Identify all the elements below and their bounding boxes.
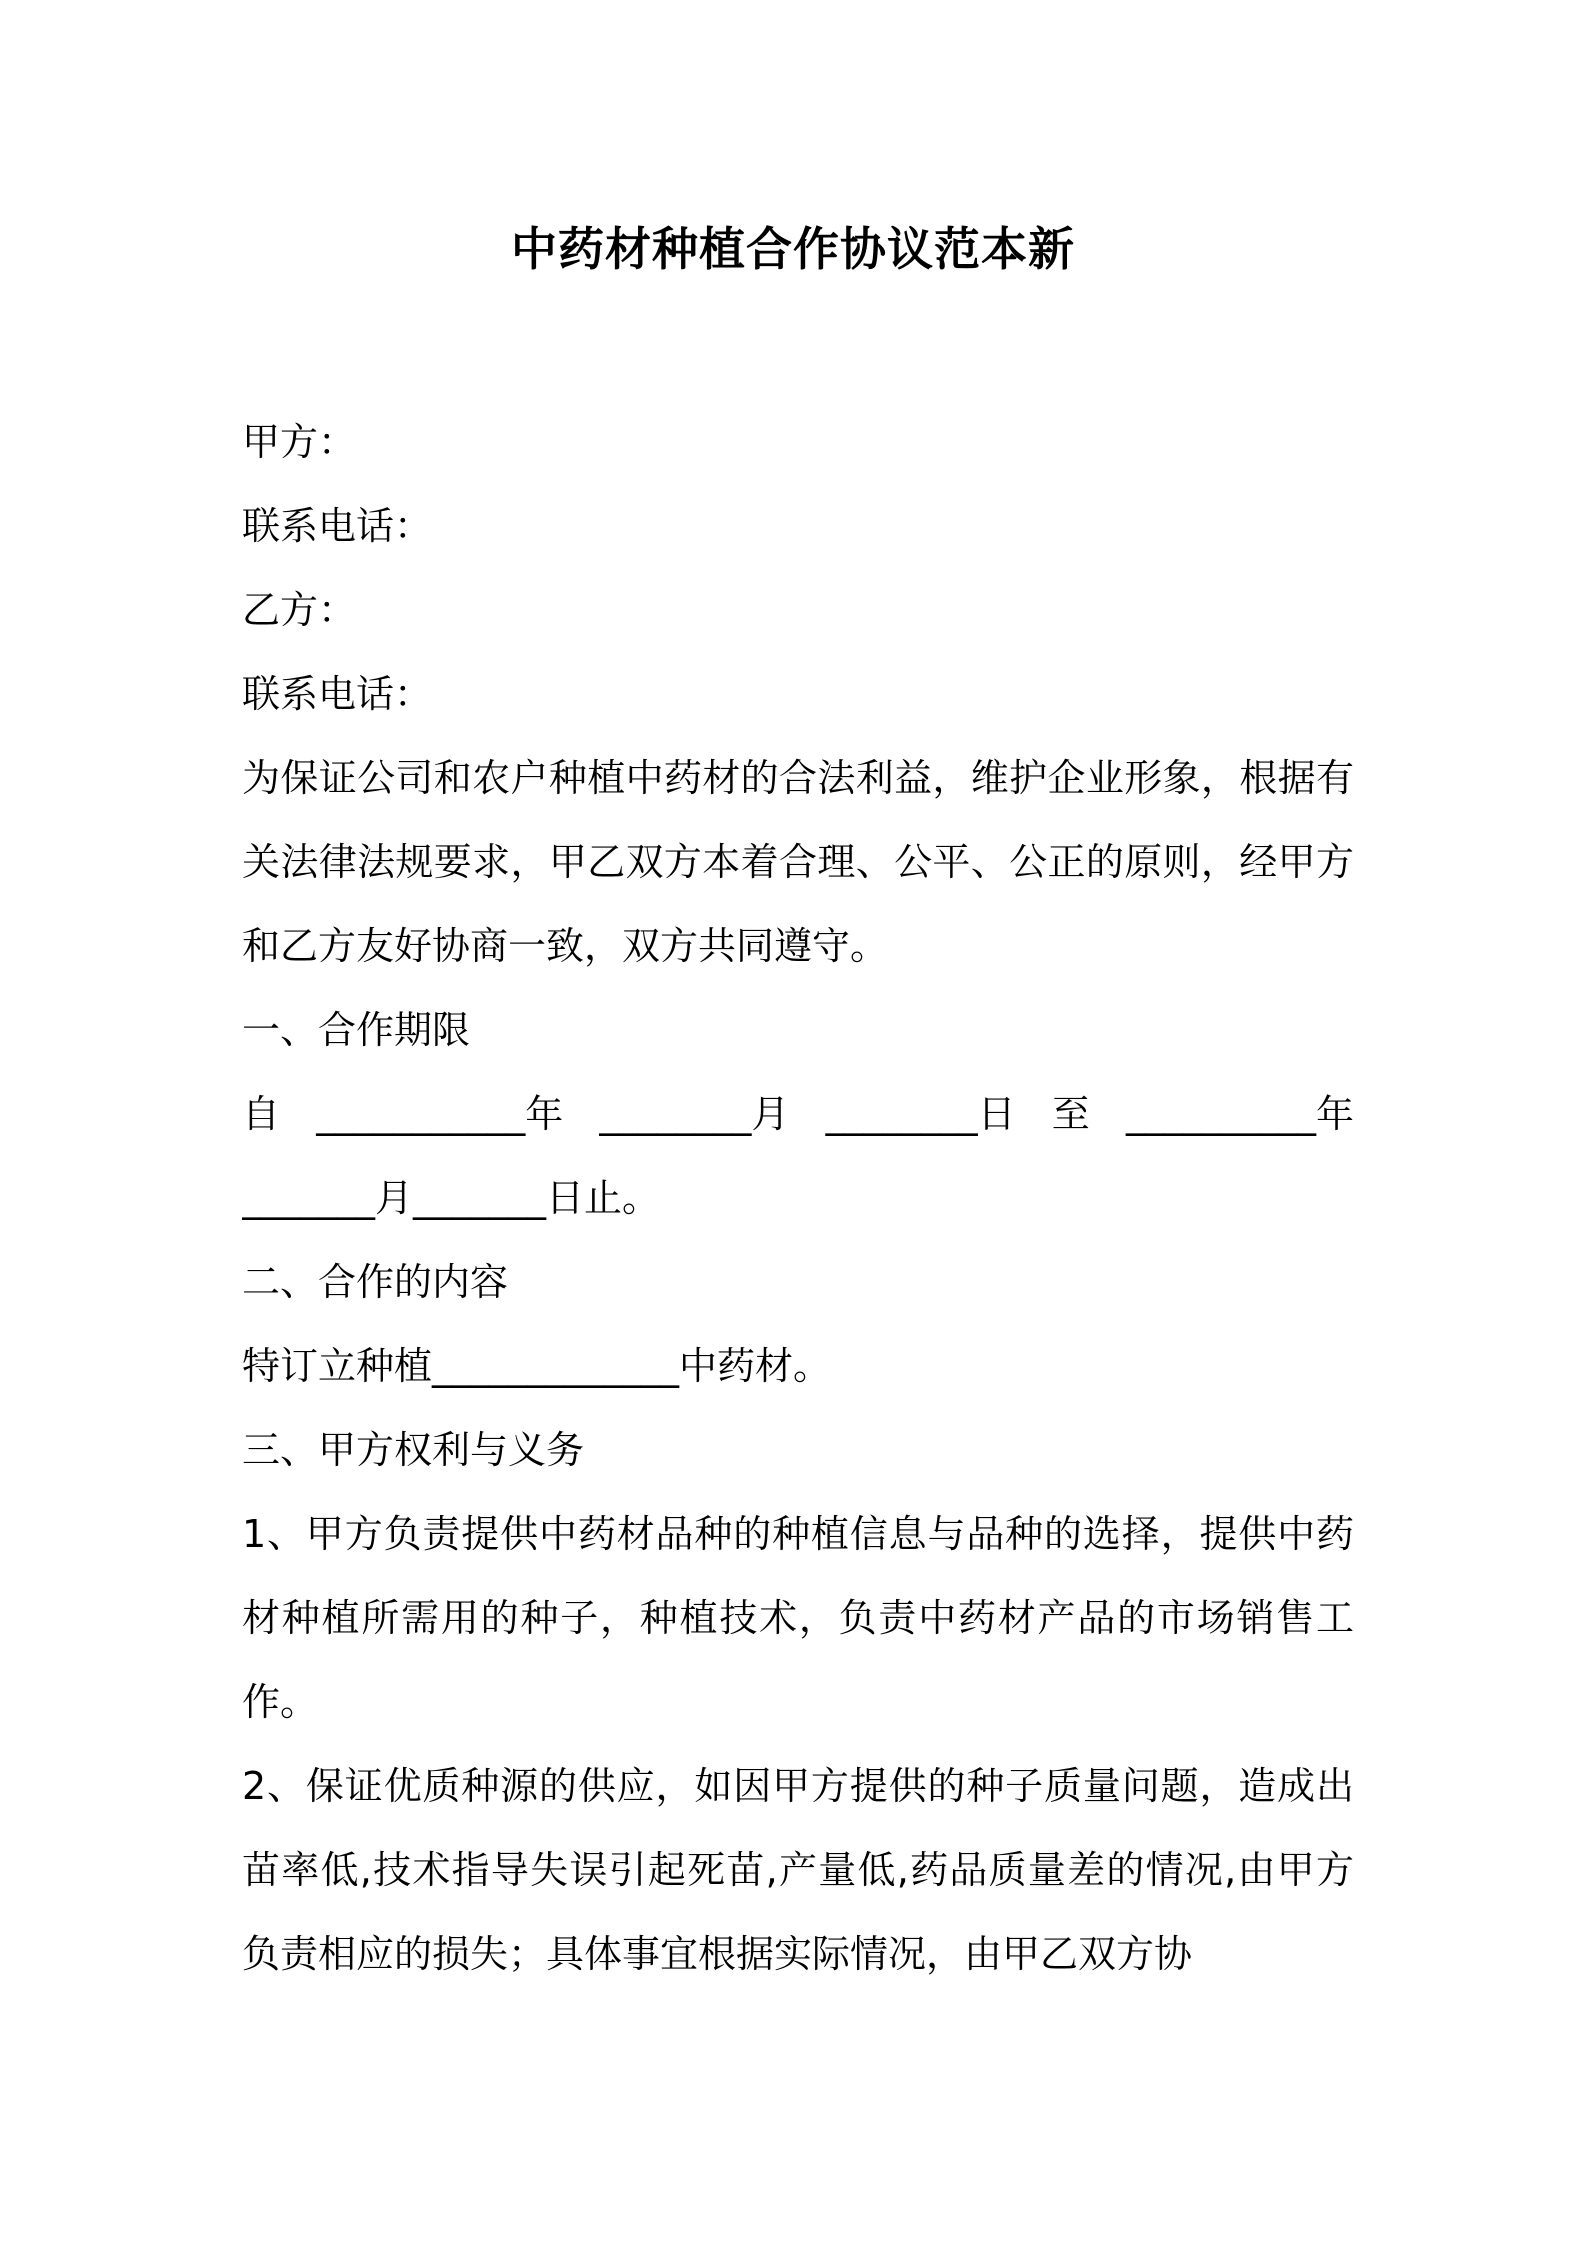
party-a-phone-label: 联系电话： bbox=[242, 504, 433, 548]
intro-paragraph: 为保证公司和农户种植中药材的合法利益，维护企业形象，根据有关法律法规要求，甲乙双方本着合理、公平、公正的原则，经甲方和乙方友好协商一致，双方共同遵守。 bbox=[242, 756, 1354, 968]
party-b-phone-label: 联系电话： bbox=[242, 672, 433, 716]
date-part-start-month: ________月 bbox=[599, 1092, 790, 1136]
section1-heading: 一、合作期限 bbox=[242, 1008, 471, 1052]
date-part-from: 自 bbox=[242, 1092, 281, 1136]
section3-heading: 三、甲方权利与义务 bbox=[242, 1428, 585, 1472]
document-body bbox=[242, 400, 1354, 1996]
date-part-to: 至 bbox=[1051, 1092, 1090, 1136]
date-part-end-year: __________年 bbox=[1125, 1092, 1354, 1136]
section2-heading: 二、合作的内容 bbox=[242, 1260, 509, 1304]
party-b-label: 乙方： bbox=[242, 588, 357, 632]
party-a-label: 甲方： bbox=[242, 420, 357, 464]
cooperation-period-line bbox=[242, 1072, 1354, 1156]
document-title: 中药材种植合作协议范本新 bbox=[511, 222, 1075, 276]
section3-item-2: 2、保证优质种源的供应，如因甲方提供的种子质量问题，造成出苗率低,技术指导失误引起死苗,产量低,药品质量差的情况,由甲方负责相应的损失；具体事宜根据实际情况，由甲乙双方协 bbox=[242, 1764, 1354, 1976]
section2-text: 特订立种植_____________中药材。 bbox=[242, 1344, 832, 1388]
section3-item-1: 1、甲方负责提供中药材品种的种植信息与品种的选择，提供中药材种植所需用的种子，种植技术，负责中药材产品的市场销售工作。 bbox=[242, 1512, 1354, 1724]
cooperation-period-end: _______月_______日止。 bbox=[242, 1176, 661, 1220]
date-part-start-year: ___________年 bbox=[316, 1092, 564, 1136]
date-part-start-day: ________日 bbox=[825, 1092, 1016, 1136]
